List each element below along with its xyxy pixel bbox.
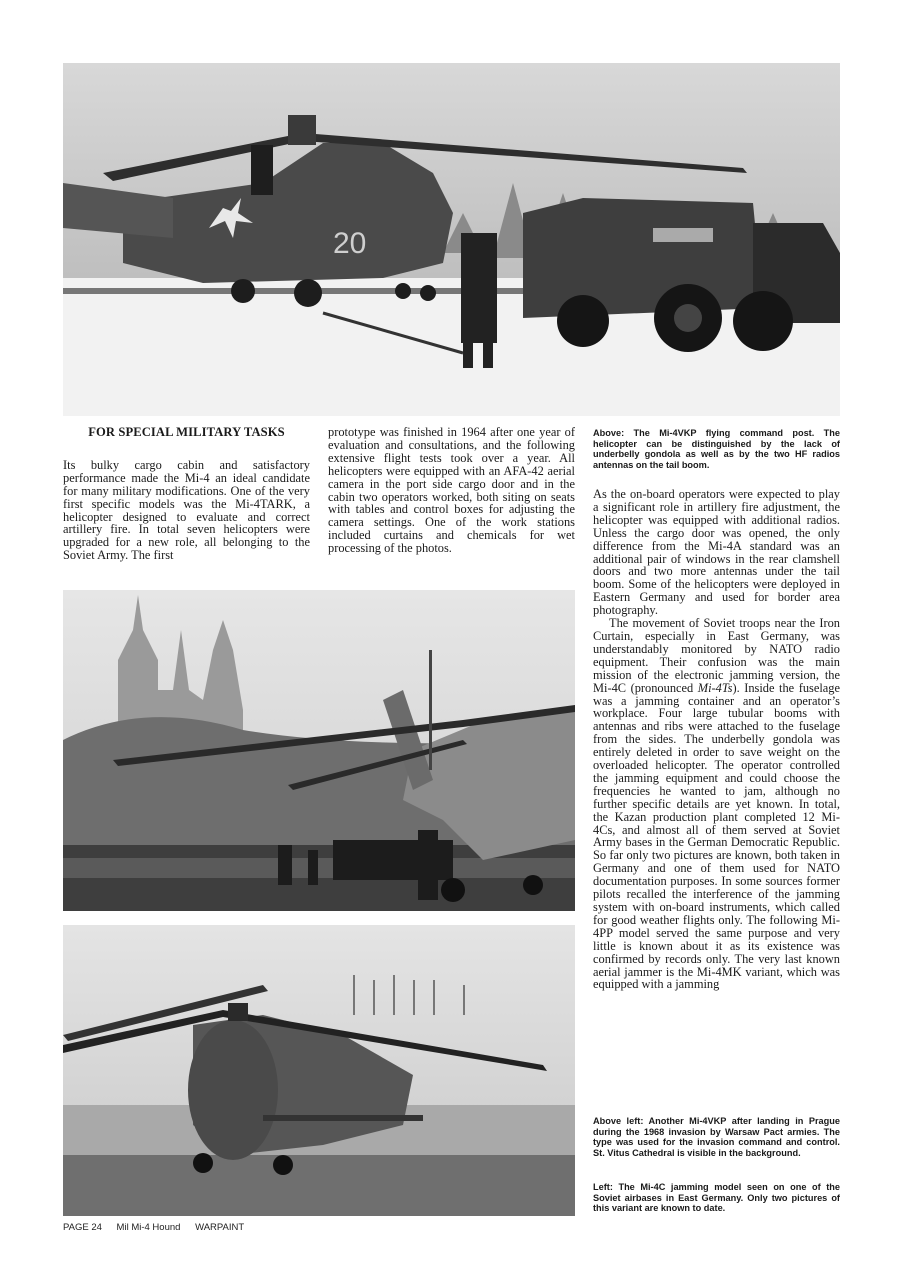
column-3-paragraph-1: As the on-board operators were expected to play a significant role in artillery fire adjustment, the helicopter was equipped with additional radios. Unless the cargo door was opened, the only difference from the Mi-4A standard was an additional pair of windows in the rear clamshell doors and two more antennas under the tail boom. Some of the helicopters were deployed in Eastern Germany and used for border area photography. [593,487,840,618]
middle-photo [63,590,575,911]
series-name: WARPAINT [195,1222,245,1233]
caption-left: Left: The Mi-4C jamming model seen on one of the Soviet airbases in East Germany. Only two pictures of this variant are known to date. [593,1182,840,1214]
column-3-paragraph-2-end: ). Inside the fuselage was a jamming container and an operator’s workplace. Four large tubular booms with antennas and ribs were attached to the fuselage from the sides. The underbelly gondola was entirely deleted in order to save weight on the overloaded helicopter. The operator controlled the jamming equipment and could choose the frequencies he wanted to jam, although no further specific details are yet known. In total, the Kazan production plant completed 12 Mi-4Cs, and almost all of them served at Soviet Army bases in the German Democratic Republic. So far only two pictures are known, both taken in Germany and one of them used for NATO documentation purposes. In some sources former pilots recalled the interference of the jamming system with on-board instruments, which called for good weather flights only. The following Mi-4PP model served the same purpose and very little is known about it as its existence was confirmed by records only. The very last known aerial jammer is the Mi-4MK variant, which was equipped with a jamming [593,680,840,992]
top-photo [63,63,840,416]
article-column-1 [63,426,310,562]
variant-pronunciation: Mi-4Ts [697,680,733,695]
page-footer [63,1222,256,1233]
section-heading: FOR SPECIAL MILITARY TASKS [88,425,285,439]
publication-title: Mil Mi-4 Hound [116,1222,181,1233]
column-1-paragraph: Its bulky cargo cabin and satisfactory performance made the Mi-4 an ideal candidate for many military modifications. One of the very first specific models was the Mi-4TARK, a helicopter designed to evaluate and correct artillery fire. In total seven helicopters were upgraded for a new role, all belonging to the Soviet Army. The first [63,457,310,563]
caption-above-left: Above left: Another Mi-4VKP after landing in Prague during the 1968 invasion by Warsaw Pact armies. The type was used for the invasion command and control. St. Vitus Cathedral is visible in the background. [593,1116,840,1158]
bottom-photo [63,925,575,1216]
column-2-paragraph: prototype was finished in 1964 after one year of evaluation and consultations, and the following extensive flight tests took over a year. All helicopters were equipped with an AFA-42 aerial camera in the port side cargo door and in the cabin two operators worked, both siting on seats with tables and control boxes for adjusting the camera settings. One of the work stations included curtains and chemicals for wet processing of the photos. [328,425,575,556]
article-column-3 [593,488,840,991]
page-number: PAGE 24 [63,1222,102,1233]
article-column-2 [328,426,575,555]
column-3-paragraph-2-start: The movement of Soviet troops near the Iron Curtain, especially in East Germany, was understandably monitored by NATO radio equipment. Their confusion was the main mission of the electronic jamming version, the Mi-4C (pronounced [593,616,840,695]
column-3-paragraph-2 [593,617,840,991]
helicopter-number: 20 [333,227,367,260]
caption-above: Above: The Mi-4VKP flying command post. The helicopter can be distinguished by the lack of underbelly gondola as well as by the two HF radios antennas on the tail boom. [593,428,840,470]
